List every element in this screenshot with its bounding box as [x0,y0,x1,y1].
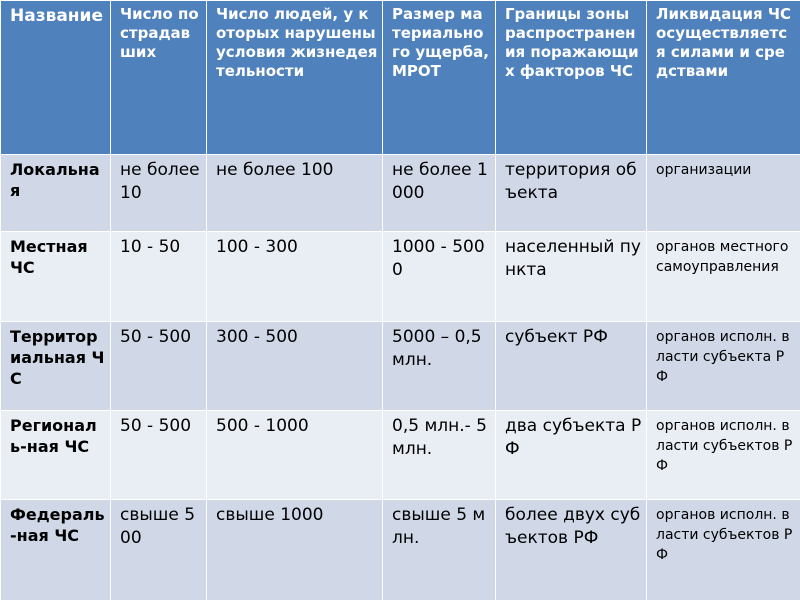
cell-zone-boundaries: два субъекта РФ [496,411,647,500]
cell-zone-boundaries: населенный пункта [496,232,647,322]
row-name: Федераль-ная ЧС [1,500,111,601]
table-header-row [1,1,800,155]
cell-material-damage: не более 1000 [383,155,496,232]
cell-material-damage: 1000 - 5000 [383,232,496,322]
cell-liquidation-forces: организации [647,155,800,232]
cell-victims: 50 - 500 [111,322,207,411]
cell-victims: свыше 500 [111,500,207,601]
cell-liquidation-forces: органов исполн. власти субъектов РФ [647,411,800,500]
table-row-municipal [1,232,800,322]
row-name: Местная ЧС [1,232,111,322]
row-name: Территориальная ЧС [1,322,111,411]
cell-liquidation-forces: органов исполн. власти субъектов РФ [647,500,800,601]
cell-zone-boundaries: субъект РФ [496,322,647,411]
cell-victims: не более 10 [111,155,207,232]
cell-affected-people: 500 - 1000 [207,411,383,500]
table-row-federal [1,500,800,601]
cell-material-damage: свыше 5 млн. [383,500,496,601]
header-liquidation-forces: Ликвидация ЧС осуществляется силами и средствами [647,1,800,155]
table-row-local [1,155,800,232]
header-name: Название [1,1,111,155]
header-zone-boundaries: Границы зоны распространения поражающих факторов ЧС [496,1,647,155]
table-row-territorial [1,322,800,411]
cell-liquidation-forces: органов местного самоуправления [647,232,800,322]
cell-liquidation-forces: органов исполн. власти субъекта РФ [647,322,800,411]
cell-victims: 10 - 50 [111,232,207,322]
table-row-regional [1,411,800,500]
cell-affected-people: свыше 1000 [207,500,383,601]
header-material-damage: Размер материального ущерба, МРОТ [383,1,496,155]
cell-material-damage: 0,5 млн.- 5 млн. [383,411,496,500]
cell-zone-boundaries: территория объекта [496,155,647,232]
cell-affected-people: 100 - 300 [207,232,383,322]
row-name: Локальная [1,155,111,232]
cell-affected-people: не более 100 [207,155,383,232]
header-affected-people: Число людей, у которых нарушены условия жизнедеятельности [207,1,383,155]
cell-affected-people: 300 - 500 [207,322,383,411]
cell-material-damage: 5000 – 0,5 млн. [383,322,496,411]
header-victims: Число пострадавших [111,1,207,155]
cell-victims: 50 - 500 [111,411,207,500]
cell-zone-boundaries: более двух субъектов РФ [496,500,647,601]
row-name: Региональ-ная ЧС [1,411,111,500]
